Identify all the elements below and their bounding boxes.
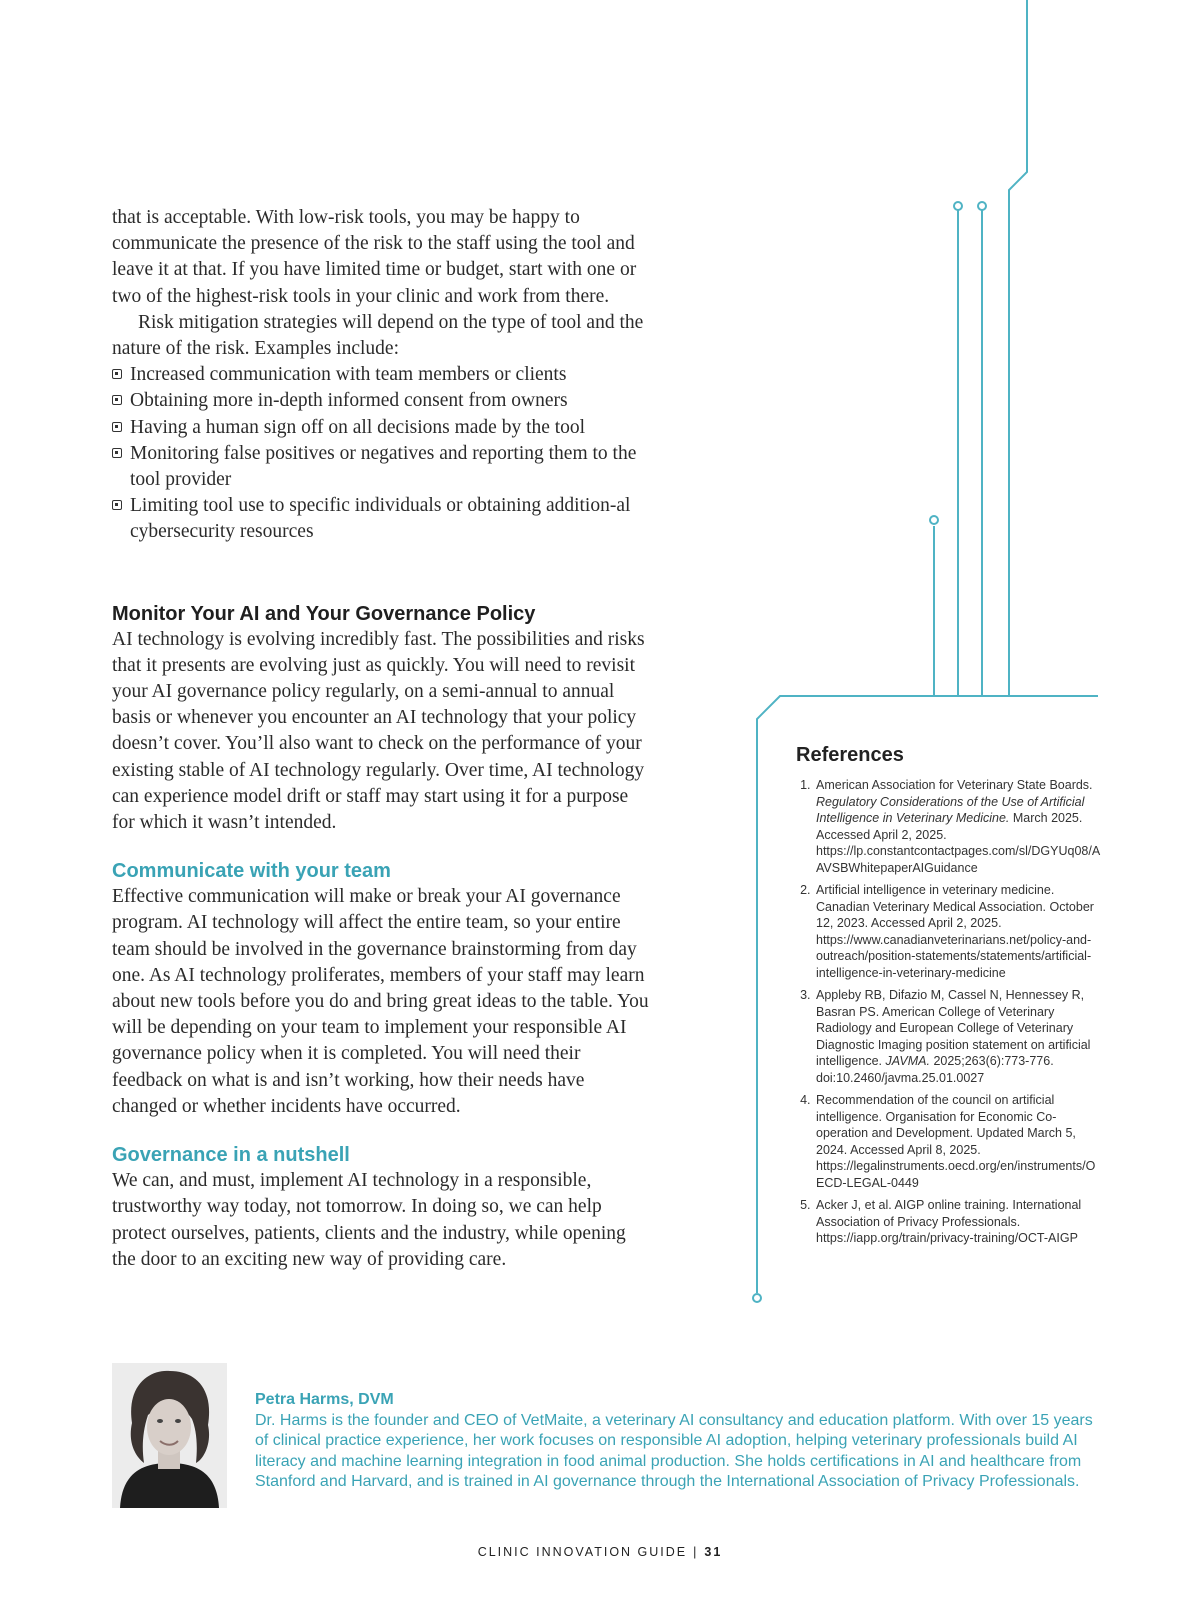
author-photo <box>112 1363 227 1508</box>
list-item: Limiting tool use to specific individuals or obtaining addition-al cybersecurity resources <box>112 493 652 545</box>
references-list <box>796 777 1101 1247</box>
author-bio-text: Dr. Harms is the founder and CEO of VetMaite, a veterinary AI consultancy and education platform. With over 15 years of clinical practice experience, her work focuses on responsible AI adoption, helping veterinary professionals build AI literacy and machine learning integration in food animal production. She holds certifications in AI and healthcare from Stanford and Harvard, and is trained in AI governance through the International Association of Privacy Professionals. <box>255 1411 1093 1491</box>
square-bullet-icon <box>112 448 122 458</box>
circuit-node <box>954 202 962 210</box>
article-body <box>112 205 652 1273</box>
reference-item: 1. American Association for Veterinary State Boards. Regulatory Considerations of the Use of Artificial Intelligence in Veterinary Medicine. March 2025. Accessed April 2, 2025. https://lp.constantcontactpages.com/sl/DGYUq08/AAVSBWhitepaperAIGuidance <box>814 777 1101 876</box>
reference-item: 2. Artificial intelligence in veterinary medicine. Canadian Veterinary Medical Association. October 12, 2023. Accessed April 2, 2025. https://www.canadianveterinarians.net/policy-and-outreach/position-statements/statements/artificial-intelligence-in-veterinary-medicine <box>814 882 1101 981</box>
references-title: References <box>796 744 904 766</box>
square-bullet-icon <box>112 422 122 432</box>
intro-paragraph: that is acceptable. With low-risk tools, you may be happy to communicate the presence of the risk to the staff using the tool and leave it at that. If you have limited time or budget, start with one or two of the highest-risk tools in your clinic and work from there. <box>112 207 637 307</box>
author-bio <box>255 1390 1105 1493</box>
circuit-line <box>1009 0 1027 696</box>
mitigation-intro-paragraph: Risk mitigation strategies will depend on the type of tool and the nature of the risk. Examples include: <box>112 311 644 360</box>
square-bullet-icon <box>112 500 122 510</box>
square-bullet-icon <box>112 369 122 379</box>
circuit-node <box>753 1294 761 1302</box>
publication-name: CLINIC INNOVATION GUIDE <box>477 1545 688 1559</box>
author-name: Petra Harms, DVM <box>255 1391 394 1408</box>
circuit-node <box>978 202 986 210</box>
page-footer <box>0 1545 1200 1559</box>
reference-item: 4. Recommendation of the council on artificial intelligence. Organisation for Economic Co-operation and Development. Updated March 5, 2024. Accessed April 8, 2025. https://legalinstruments.oecd.org/en/instruments/OECD-LEGAL-0449 <box>814 1092 1101 1191</box>
list-item: Increased communication with team members or clients <box>112 362 652 388</box>
communicate-paragraph: Effective communication will make or break your AI governance program. AI technology will affect the entire team, so your entire team should be involved in the governance brainstorming from day one. As AI technology proliferates, members of your staff may learn about new tools before you do and bring great ideas to the table. You will be depending on your team to implement your responsible AI governance policy when it is completed. You will need their feedback on what is and isn’t working, how their needs have changed or whether incidents have occurred. <box>112 886 649 1117</box>
reference-item: 5. Acker J, et al. AIGP online training. International Association of Privacy Professionals. https://iapp.org/train/privacy-training/OCT-AIGP <box>814 1197 1101 1247</box>
references-section <box>796 744 1101 1253</box>
reference-item: 3. Appleby RB, Difazio M, Cassel N, Hennessey R, Basran PS. American College of Veterinary Radiology and European College of Veterinary Diagnostic Imaging position statement on artificial intelligence. JAVMA. 2025;263(6):773-776. doi:10.2460/javma.25.01.0027 <box>814 987 1101 1086</box>
nutshell-paragraph: We can, and must, implement AI technology in a responsible, trustworthy way today, not tomorrow. In doing so, we can help protect ourselves, patients, clients and the industry, while opening the door to an exciting new way of providing care. <box>112 1170 626 1270</box>
monitor-paragraph: AI technology is evolving incredibly fast. The possibilities and risks that it presents are evolving just as quickly. You will need to revisit your AI governance policy regularly, on a semi-annual to annual basis or whenever you encounter an AI technology that your policy doesn’t cover. You’ll also want to check on the performance of your existing stable of AI technology regularly. Over time, AI technology can experience model drift or staff may start using it for a purpose for which it wasn’t intended. <box>112 628 645 834</box>
list-item: Monitoring false positives or negatives and reporting them to the tool provider <box>112 441 652 493</box>
square-bullet-icon <box>112 395 122 405</box>
circuit-node <box>930 516 938 524</box>
communicate-heading: Communicate with your team <box>112 860 391 883</box>
footer-separator: | <box>693 1545 699 1559</box>
mitigation-list <box>112 362 652 545</box>
monitor-heading: Monitor Your AI and Your Governance Policy <box>112 602 536 625</box>
list-item: Having a human sign off on all decisions made by the tool <box>112 415 652 441</box>
page-number: 31 <box>704 1545 723 1559</box>
nutshell-heading: Governance in a nutshell <box>112 1144 350 1167</box>
list-item: Obtaining more in-depth informed consent from owners <box>112 388 652 414</box>
